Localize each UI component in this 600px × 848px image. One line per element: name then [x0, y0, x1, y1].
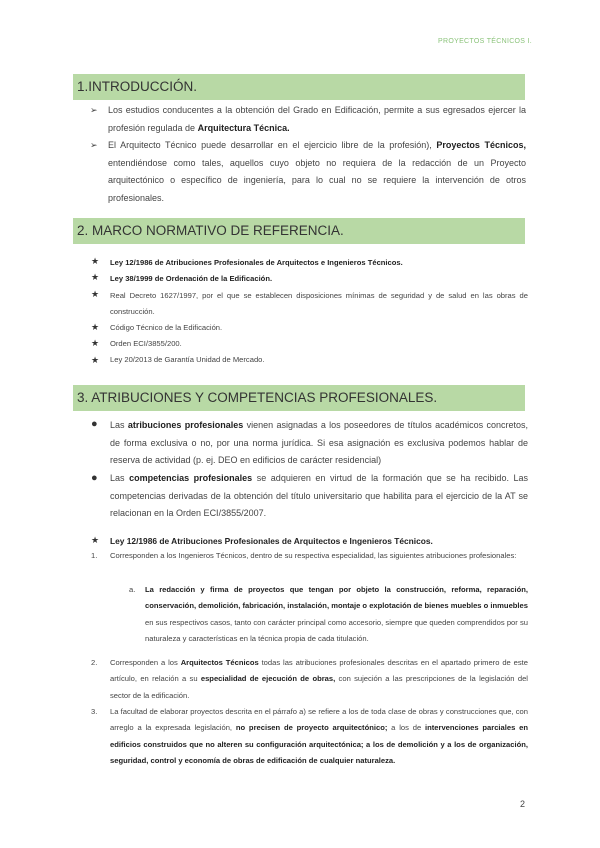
marco-item-1: Ley 12/1986 de Atribuciones Profesionales de Arquitectos e Ingenieros Técnicos.: [110, 258, 403, 267]
list-number: 2.: [91, 658, 98, 667]
marco-item-2: Ley 38/1999 de Ordenación de la Edificación.: [110, 274, 273, 283]
intro-item-1: Los estudios conducentes a la obtención del Grado en Edificación, permite a sus egresados ejercer la profesión regulada de Arquitectura Técnica.: [108, 105, 526, 133]
dot-bullet-icon: ●: [91, 418, 98, 430]
star-bullet-icon: ★: [91, 289, 100, 299]
star-bullet-icon: ★: [91, 535, 100, 545]
star-bullet-icon: ★: [91, 256, 100, 266]
marco-item-6: Ley 20/2013 de Garantía Unidad de Mercado.: [110, 355, 265, 364]
star-bullet-icon: ★: [91, 272, 100, 282]
dot-bullet-icon: ●: [91, 472, 98, 484]
page-number: 2: [520, 799, 526, 809]
intro-item-2: El Arquitecto Técnico puede desarrollar en el ejercicio libre de la profesión), Proyectos Técnicos, entendiéndose como tales, aquellos cuyo objeto no requiera de la redacción de un Proyecto arquitectónico o específico de ingeniería, para lo cual no se requiere la intervención de otros profesionales.: [108, 140, 526, 203]
running-header: PROYECTOS TÉCNICOS I.: [438, 38, 532, 45]
list-number: 1.: [91, 551, 98, 560]
star-bullet-icon: ★: [91, 322, 100, 332]
section-title-introduccion: 1.INTRODUCCIÓN.: [73, 74, 525, 100]
star-bullet-icon: ★: [91, 355, 100, 365]
marco-item-5: Orden ECI/3855/200.: [110, 339, 182, 348]
marco-item-3: Real Decreto 1627/1997, por el que se establecen disposiciones mínimas de seguridad y de salud en las obras de construcción.: [110, 291, 528, 317]
numbered-item-1: Corresponden a los Ingenieros Técnicos, dentro de su respectiva especialidad, las siguientes atribuciones profesionales:: [110, 551, 517, 560]
marco-item-4: Código Técnico de la Edificación.: [110, 323, 223, 332]
star-bullet-icon: ★: [91, 338, 100, 348]
arrow-bullet-icon: ➢: [90, 105, 98, 115]
law-heading: Ley 12/1986 de Atribuciones Profesionales de Arquitectos e Ingenieros Técnicos.: [110, 536, 433, 546]
sub-item-a: La redacción y firma de proyectos que tengan por objeto la construcción, reforma, reparación, conservación, demolición, fabricación, instalación, montaje o explotación de bienes muebles o inmuebles en sus respectivos casos, tanto con carácter principal como accesorio, siempre que queden comprendidos por su naturaleza y características en la técnica propia de cada titulación.: [145, 585, 528, 644]
atribuciones-dot-2: Las competencias profesionales se adquieren en virtud de la formación que se ha recibido. Las competencias derivadas de la obtención del título universitario que habilita para el ejercicio de la AT se relacionan en la Orden ECI/3855/2007.: [110, 473, 529, 519]
sub-list-letter: a.: [129, 585, 136, 594]
numbered-item-2: Corresponden a los Arquitectos Técnicos todas las atribuciones profesionales descritas en el apartado primero de este artículo, en relación a su especialidad de ejecución de obras, con sujeción a las prescripciones de la legislación del sector de la edificación.: [110, 658, 528, 700]
atribuciones-dot-1: Las atribuciones profesionales vienen asignadas a los poseedores de títulos académicos concretos, de forma exclusiva o no, por una norma jurídica. Si esa asignación es exclusiva podemos hablar de reserva de actividad (p. ej. DEO en edificios de carácter residencial): [110, 420, 528, 466]
arrow-bullet-icon: ➢: [90, 140, 98, 150]
section-title-marco-normativo: 2. MARCO NORMATIVO DE REFERENCIA.: [73, 218, 525, 244]
numbered-item-3: La facultad de elaborar proyectos descrita en el párrafo a) se refiere a los de toda clase de obras y construcciones que, con arreglo a la expresada legislación, no precisen de proyecto arquitectónico; a los de intervenciones parciales en edificios construidos que no alteren su configuración arquitectónica; a los de demolición y a los de organización, seguridad, control y economía de obras de edificación de cualquier naturaleza.: [110, 707, 528, 766]
section-title-atribuciones: 3. ATRIBUCIONES Y COMPETENCIAS PROFESIONALES.: [73, 385, 525, 411]
list-number: 3.: [91, 707, 98, 716]
